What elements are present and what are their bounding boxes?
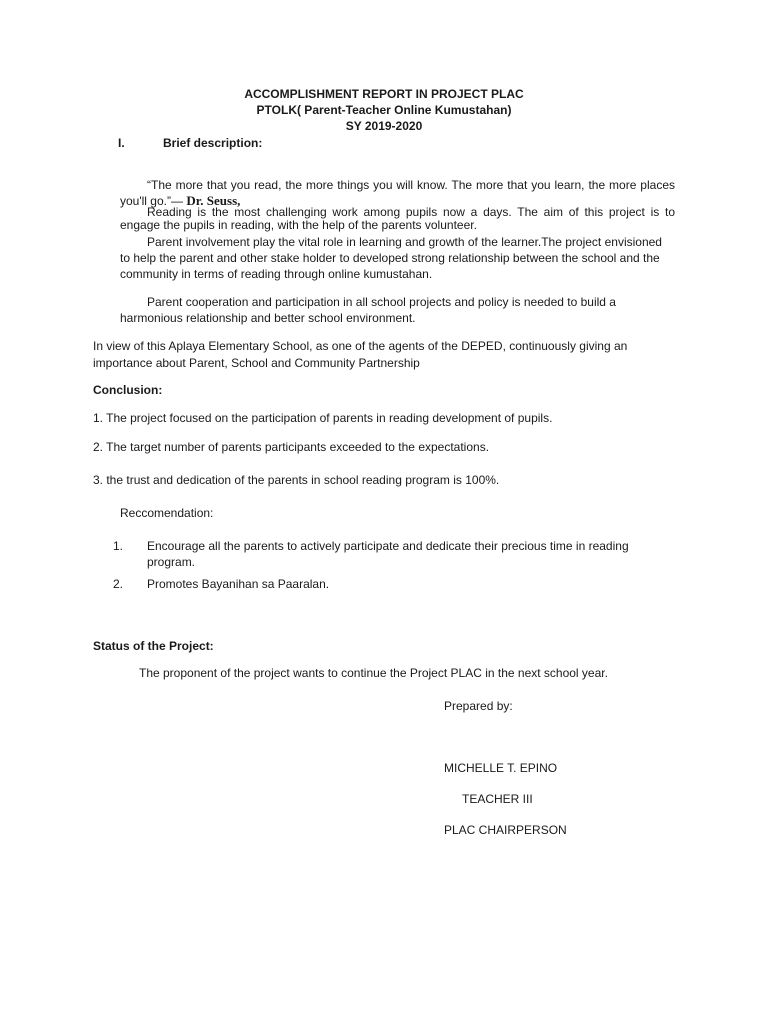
recommendation-text: program. (147, 555, 196, 569)
report-subtitle: PTOLK( Parent-Teacher Online Kumustahan) (256, 103, 512, 117)
quote-text: “The more that you read, the more things you will know. The more that you learn, the more places you'll go.”— (120, 178, 675, 208)
quote-author: Dr. Seuss, (186, 193, 241, 208)
preparer-position: TEACHER III (462, 792, 533, 806)
brief-heading: Brief description: (163, 136, 263, 150)
status-heading: Status of the Project: (93, 639, 214, 653)
reading-paragraph: Reading is the most challenging work among pupils now a days. The aim of this project is to engage the pupils in reading, with the help of the parents volunteer. (120, 205, 675, 232)
preparer-role: PLAC CHAIRPERSON (444, 823, 567, 837)
recommendation-number: 1. (113, 539, 124, 553)
report-title: ACCOMPLISHMENT REPORT IN PROJECT PLAC (244, 87, 524, 101)
recommendation-text: Encourage all the parents to actively participate and dedicate their precious time in reading (147, 539, 629, 553)
conclusion-heading: Conclusion: (93, 383, 163, 397)
preparer-name: MICHELLE T. EPINO (444, 761, 558, 775)
view-line-1: In view of this Aplaya Elementary School, as one of the agents of the DEPED, continuously giving an (93, 339, 628, 353)
cooperation-paragraph: Parent cooperation and participation in all school projects and policy is needed to build a harmonious relationship and better school environment. (120, 295, 616, 325)
prepared-by-label: Prepared by: (444, 699, 513, 713)
status-text: The proponent of the project wants to continue the Project PLAC in the next school year. (139, 666, 608, 680)
view-line-2: importance about Parent, School and Community Partnership (93, 356, 420, 370)
conclusion-item: 2. The target number of parents participants exceeded to the expectations. (93, 440, 490, 454)
conclusion-item: 3. the trust and dedication of the parents in school reading program is 100%. (93, 473, 500, 487)
recommendation-number: 2. (113, 577, 124, 591)
section-number: I. (118, 136, 125, 150)
involvement-paragraph: Parent involvement play the vital role in learning and growth of the learner.The project envisioned to help the parent and other stake holder to developed strong relationship between the school and the community in terms of reading through online kumustahan. (120, 235, 662, 281)
school-year: SY 2019-2020 (345, 119, 423, 133)
recommendation-text: Promotes Bayanihan sa Paaralan. (147, 577, 330, 591)
conclusion-item: 1. The project focused on the participation of parents in reading development of pupils. (93, 411, 553, 425)
recommendation-heading: Reccomendation: (120, 506, 214, 520)
